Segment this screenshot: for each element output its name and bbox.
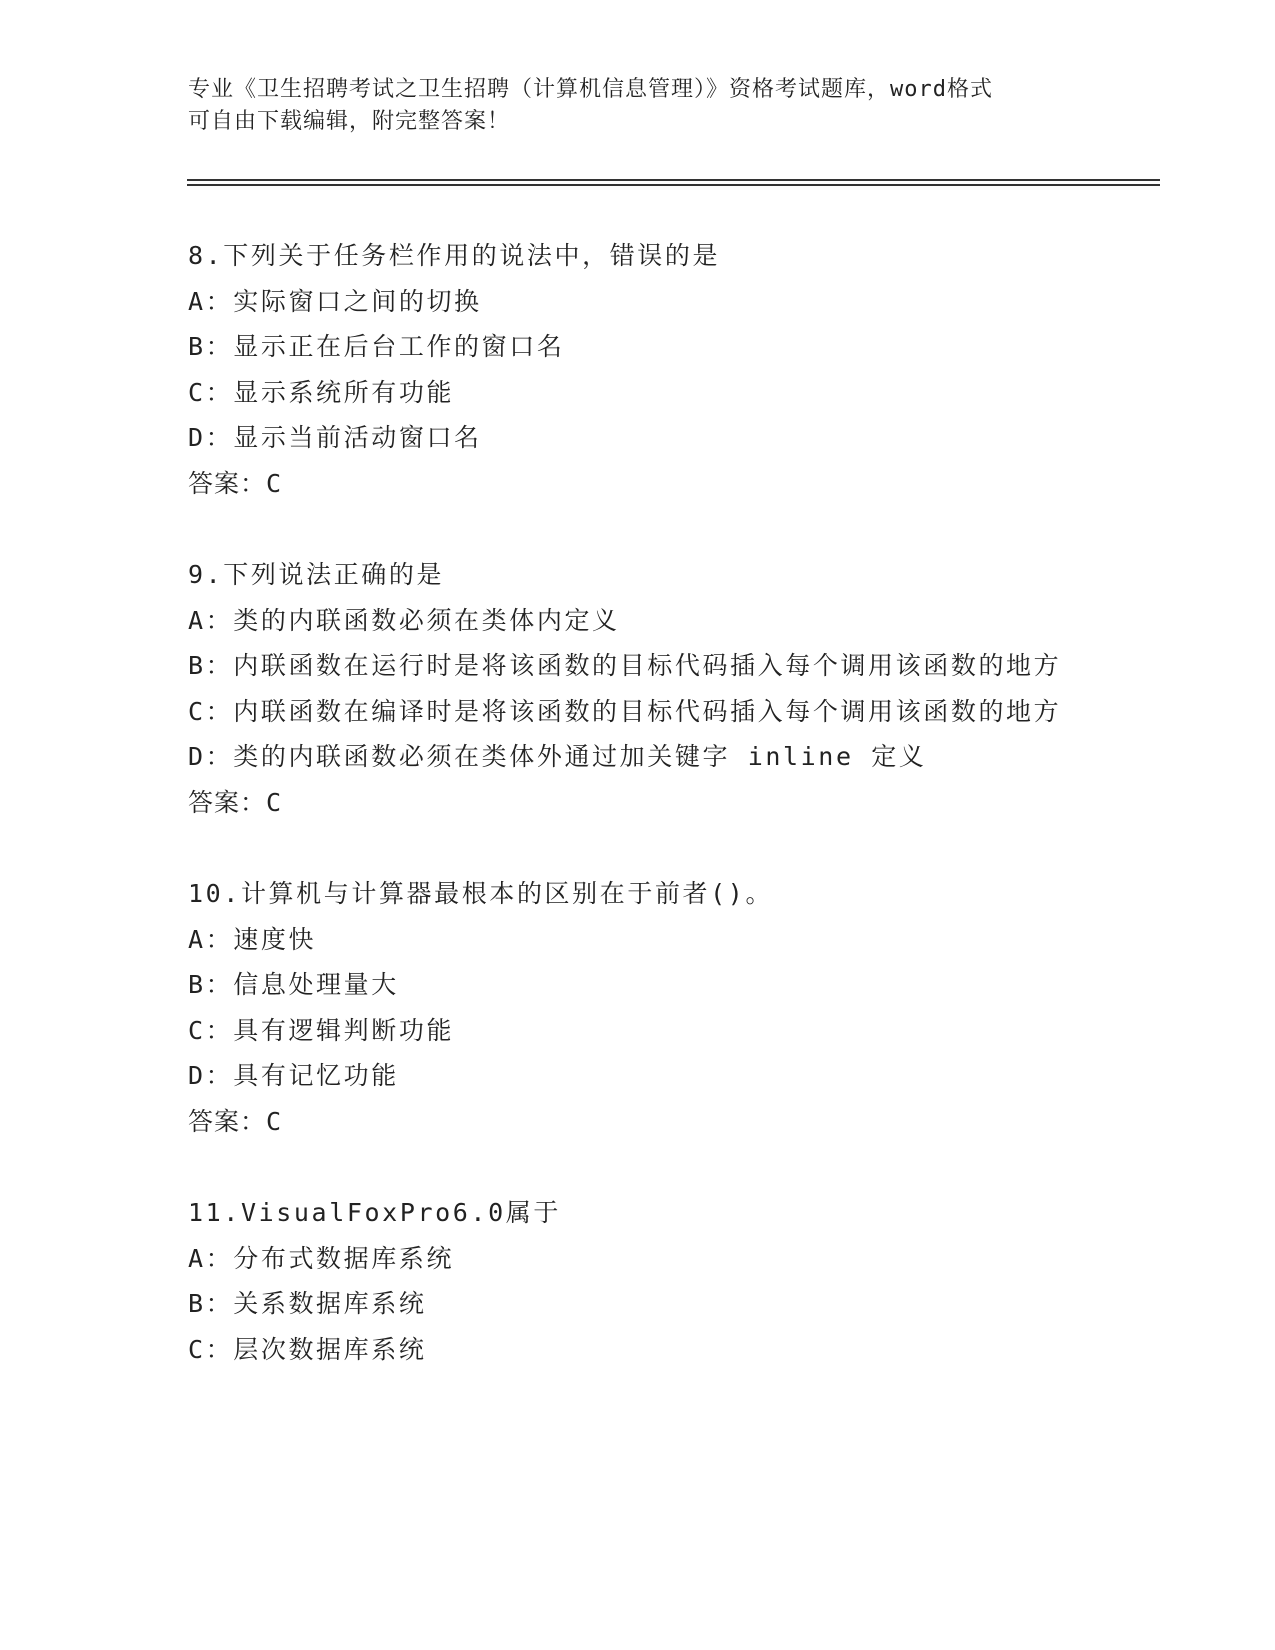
option-b: B：显示正在后台工作的窗口名 bbox=[188, 332, 565, 361]
question-list bbox=[188, 233, 1088, 1418]
option-b: B：内联函数在运行时是将该函数的目标代码插入每个调用该函数的地方 bbox=[188, 651, 1062, 680]
answer: 答案：C bbox=[188, 468, 283, 498]
option-c: C：显示系统所有功能 bbox=[188, 377, 455, 407]
answer: 答案：C bbox=[188, 787, 283, 817]
option-d: D：显示当前活动窗口名 bbox=[188, 423, 482, 452]
question-stem: 9.下列说法正确的是 bbox=[188, 560, 445, 589]
option-a: A：类的内联函数必须在类体内定义 bbox=[188, 605, 620, 635]
option-a: A：实际窗口之间的切换 bbox=[188, 286, 482, 316]
option-d: D：具有记忆功能 bbox=[188, 1061, 399, 1090]
header-line-2: 可自由下载编辑，附完整答案！ bbox=[188, 109, 511, 134]
option-c: C：内联函数在编译时是将该函数的目标代码插入每个调用该函数的地方 bbox=[188, 696, 1062, 726]
option-b: B：信息处理量大 bbox=[188, 970, 399, 999]
header-divider-top bbox=[187, 179, 1160, 181]
header-divider-bottom bbox=[187, 184, 1160, 186]
question-9 bbox=[188, 552, 1088, 825]
question-stem: 11.VisualFoxPro6.0属于 bbox=[188, 1198, 561, 1227]
option-c: C：具有逻辑判断功能 bbox=[188, 1015, 455, 1045]
question-8 bbox=[188, 233, 1088, 506]
question-11 bbox=[188, 1190, 1088, 1372]
option-b: B：关系数据库系统 bbox=[188, 1289, 427, 1318]
question-stem: 8.下列关于任务栏作用的说法中，错误的是 bbox=[188, 241, 721, 270]
option-a: A：分布式数据库系统 bbox=[188, 1243, 455, 1273]
header-line-1: 专业《卫生招聘考试之卫生招聘（计算机信息管理）》资格考试题库，word格式 bbox=[188, 77, 993, 102]
option-c: C：层次数据库系统 bbox=[188, 1334, 427, 1364]
question-stem: 10.计算机与计算器最根本的区别在于前者()。 bbox=[188, 879, 774, 908]
option-d: D：类的内联函数必须在类体外通过加关键字 inline 定义 bbox=[188, 742, 927, 771]
answer: 答案：C bbox=[188, 1106, 283, 1136]
question-10 bbox=[188, 871, 1088, 1144]
option-a: A：速度快 bbox=[188, 924, 317, 954]
document-header bbox=[188, 74, 1078, 138]
